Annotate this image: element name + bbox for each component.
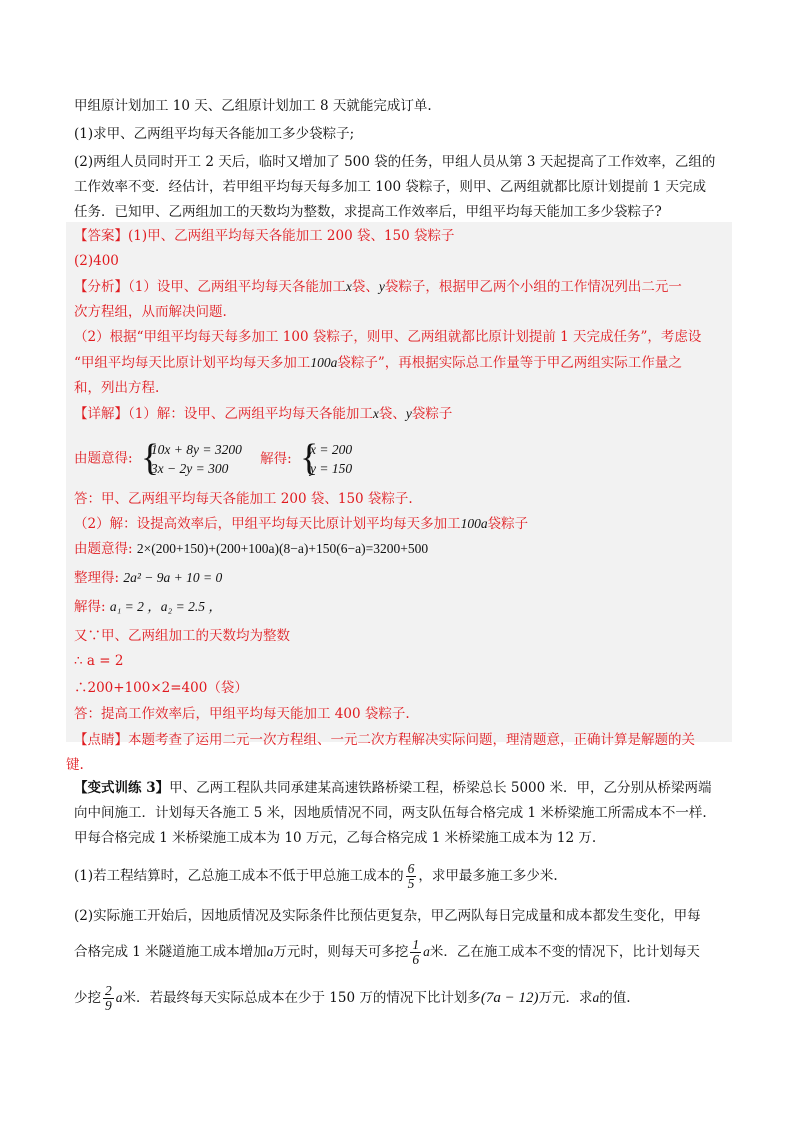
integer-condition: 又∵甲、乙两组加工的天数均为整数	[74, 628, 290, 644]
analysis-text-e: 袋粽子”，再根据实际总工作量等于甲乙两组实际工作量之	[337, 355, 682, 371]
exercise-text-1: 甲、乙两工程队共同承建某高速铁路桥梁工程，桥梁总长 5000 米．甲，乙分别从桥梁两端	[169, 780, 712, 796]
var-100a: 100a	[310, 355, 338, 370]
roots-label: 解得:	[74, 599, 106, 615]
comment-line-2: 键.	[66, 757, 84, 773]
exercise-line-3: 甲每合格完成 1 米桥梁施工成本为 10 万元，乙每合格完成 1 米桥梁施工成本为 12 万.	[74, 830, 597, 846]
roots: a₁ = 2 ，a₂ = 2.5 ，	[109, 599, 222, 614]
roots-line	[74, 597, 222, 617]
var-y: y	[378, 279, 385, 294]
analysis-text-a: 【分析】（1）设甲、乙两组平均每天各能加工	[74, 279, 346, 295]
detail-line-2	[74, 514, 528, 534]
simplify-line	[74, 568, 222, 588]
fraction-6-5: $\frac{6}{5}$	[407, 861, 415, 891]
q2-text-b1: 合格完成 1 米隧道施工成本增加	[74, 944, 267, 960]
exercise-question-1	[74, 862, 558, 891]
solution-system	[302, 440, 352, 478]
analysis-line-3: （2）根据“甲组平均每天每多加工 100 袋粽子，则甲、乙两组就都比原计划提前 1 天完成任务”，考虑设	[74, 329, 702, 345]
exercise-line-1	[74, 778, 712, 798]
solution-1: { x = 200	[309, 442, 353, 457]
detail-text-b: 袋、	[378, 406, 406, 422]
answer-part-2: (2)400	[74, 253, 119, 269]
exercise-question-2-line-2	[74, 938, 700, 967]
var-100a: 100a	[460, 516, 488, 531]
detail-text-d: （2）解：设提高效率后，甲组平均每天比原计划平均每天多加工	[74, 516, 461, 532]
question-part-1: (1)求甲、乙两组平均每天各能加工多少袋粽子;	[74, 126, 355, 142]
var-a: a	[266, 944, 274, 959]
equation-label: 由题意得:	[74, 450, 133, 467]
quadratic-equation: 2a² − 9a + 10 = 0	[123, 570, 223, 585]
var-y: y	[405, 406, 412, 421]
q2-text-c4: 的值.	[599, 990, 631, 1006]
analysis-line-5: 和，列出方程.	[74, 380, 160, 396]
question-part-2-line-1: (2)两组人员同时开工 2 天后，临时又增加了 500 袋的任务，甲组人员从第 3 天起提高了工作效率，乙组的	[74, 154, 716, 170]
final-answer: 答：提高工作效率后，甲组平均每天能加工 400 袋粽子.	[74, 706, 410, 722]
exercise-line-2: 向中间施工．计划每天各施工 5 米，因地质情况不同，两支队伍每合格完成 1 米桥梁施工所需成本不一样.	[74, 805, 707, 821]
analysis-line-1	[74, 277, 682, 297]
equation-2: 3x − 2y = 300	[150, 461, 229, 476]
question-part-2-line-3: 任务．已知甲、乙两组加工的天数均为整数，求提高工作效率后，甲组平均每天能加工多少袋粽子?	[74, 204, 662, 220]
q2-text-c1: 少挖	[74, 990, 101, 1006]
q2-text-c3: 万元．求	[538, 990, 593, 1006]
comment-line-1: 【点睛】本题考查了运用二元一次方程组、一元二次方程解决实际问题，理清题意，正确计算是解题的关	[74, 732, 695, 748]
q1-text-b: ，求甲最多施工多少米.	[418, 868, 558, 884]
q2-text-c2: 米．若最终每天实际总成本在少于 150 万的情况下比计划多	[122, 990, 481, 1006]
var-x: x	[345, 279, 352, 294]
q2-text-b3: 米．乙在施工成本不变的情况下，比计划每天	[429, 944, 700, 960]
var-a: a	[592, 990, 600, 1005]
equation-system	[143, 440, 242, 478]
var-a: a	[423, 944, 430, 959]
q2-text-b2: 万元时，则每天可多挖	[273, 944, 409, 960]
computation-line: ∴200+100×2=400（袋）	[74, 680, 248, 696]
var-x: x	[372, 406, 379, 421]
detail-answer-1: 答：甲、乙两组平均每天各能加工 200 袋、150 袋粽子.	[74, 491, 413, 507]
main-equation: 2×(200+150)+(200+100a)(8−a)+150(6−a)=3200+500	[136, 541, 429, 556]
expression-7a-12: (7a − 12)	[480, 990, 539, 1006]
simplify-label: 整理得:	[74, 570, 120, 586]
conclusion-a: ∴ a = 2	[74, 653, 124, 669]
fraction-1-6: $\frac{1}{6}$	[412, 937, 420, 967]
answer-highlight-box	[66, 222, 732, 742]
var-a: a	[115, 990, 123, 1005]
equation-line	[74, 539, 428, 559]
question-part-2-line-2: 工作效率不变．经估计，若甲组平均每天每多加工 100 袋粽子，则甲、乙两组就都比原计划提前 1 天完成	[74, 179, 707, 195]
solution-2: y = 150	[309, 461, 353, 476]
analysis-text-c: 袋粽子，根据甲乙两个小组的工作情况列出二元一	[384, 279, 682, 295]
equation-1: { 10x + 8y = 3200	[150, 442, 242, 457]
q1-text-a: (1)若工程结算时，乙总施工成本不低于甲总施工成本的	[74, 868, 404, 884]
exercise-question-2-line-1: (2)实际施工开始后，因地质情况及实际条件比预估更复杂，甲乙两队每日完成量和成本都发生变化，甲每	[74, 908, 701, 924]
exercise-question-2-line-3	[74, 984, 631, 1013]
detail-text-a: 【详解】（1）解：设甲、乙两组平均每天各能加工	[74, 406, 373, 422]
exercise-heading: 【变式训练 3】	[74, 780, 170, 796]
answer-line: 【答案】(1)甲、乙两组平均每天各能加工 200 袋、150 袋粽子	[74, 228, 455, 244]
question-line-1: 甲组原计划加工 10 天、乙组原计划加工 8 天就能完成订单.	[74, 98, 432, 114]
detail-text-c: 袋粽子	[411, 406, 453, 422]
fraction-2-9: $\frac{2}{9}$	[105, 983, 112, 1013]
analysis-line-4	[74, 353, 682, 373]
analysis-line-2: 次方程组，从而解决问题.	[74, 304, 227, 320]
solve-label: 解得:	[260, 450, 292, 467]
detail-text-e: 袋粽子	[487, 516, 529, 532]
analysis-text-b: 袋、	[351, 279, 379, 295]
equation-system-line	[74, 440, 352, 478]
analysis-text-d: “甲组平均每天比原计划平均每天多加工	[74, 355, 311, 371]
equation-label: 由题意得:	[74, 541, 133, 557]
detail-line-1	[74, 404, 452, 424]
